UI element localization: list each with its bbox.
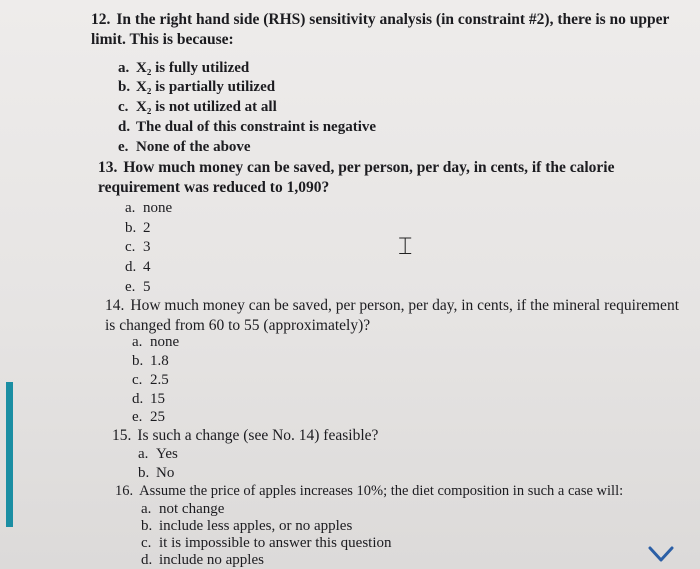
q16-option-a: a. not change xyxy=(141,501,225,517)
question-number: 13. xyxy=(98,159,118,176)
text-cursor-icon: ⌶ xyxy=(398,232,413,260)
question-text: How much money can be saved, per person, per day, in cents, if the mineral requirement is changed from 60 to 55 (approximately)? xyxy=(105,297,679,334)
accent-bar xyxy=(6,382,13,527)
question-14 xyxy=(105,296,685,336)
question-text: In the right hand side (RHS) sensitivity analysis (in constraint #2), there is no upper limit. This is because: xyxy=(91,11,670,48)
question-number: 15. xyxy=(112,427,132,444)
q13-option-d: d. 4 xyxy=(125,259,151,275)
question-text: Assume the price of apples increases 10%; the diet composition in such a case will: xyxy=(139,483,624,499)
q12-option-a: a. X₂ is fully utilized xyxy=(118,60,250,76)
q13-option-e: e. 5 xyxy=(125,279,151,295)
question-13 xyxy=(98,158,678,198)
q12-option-d: d. The dual of this constraint is negative xyxy=(118,119,377,135)
q14-option-c: c. 2.5 xyxy=(132,372,169,388)
question-number: 14. xyxy=(105,297,125,314)
q14-option-a: a. none xyxy=(132,334,180,350)
q13-option-a: a. none xyxy=(125,200,173,216)
question-number: 12. xyxy=(91,11,111,28)
q16-option-d: d. include no apples xyxy=(141,552,264,568)
q14-option-d: d. 15 xyxy=(132,391,165,407)
q15-option-b: b. No xyxy=(138,465,175,481)
q16-option-c: c. it is impossible to answer this question xyxy=(141,535,392,551)
q16-option-b: b. include less apples, or no apples xyxy=(141,518,353,534)
question-16 xyxy=(115,481,695,501)
q13-option-c: c. 3 xyxy=(125,239,151,255)
question-15 xyxy=(112,426,672,446)
question-number: 16. xyxy=(115,483,134,499)
question-text: How much money can be saved, per person, per day, in cents, if the calorie requirement was reduced to 1,090? xyxy=(98,159,615,196)
q12-option-c: c. X₂ is not utilized at all xyxy=(118,99,277,115)
q12-option-b: b. X₂ is partially utilized xyxy=(118,79,276,95)
q13-option-b: b. 2 xyxy=(125,220,151,236)
q15-option-a: a. Yes xyxy=(138,446,178,462)
q14-option-b: b. 1.8 xyxy=(132,353,169,369)
chevron-down-icon[interactable] xyxy=(646,542,676,566)
q14-option-e: e. 25 xyxy=(132,409,165,425)
q12-option-e: e. None of the above xyxy=(118,139,251,155)
question-text: Is such a change (see No. 14) feasible? xyxy=(137,427,379,444)
question-12 xyxy=(91,10,681,50)
